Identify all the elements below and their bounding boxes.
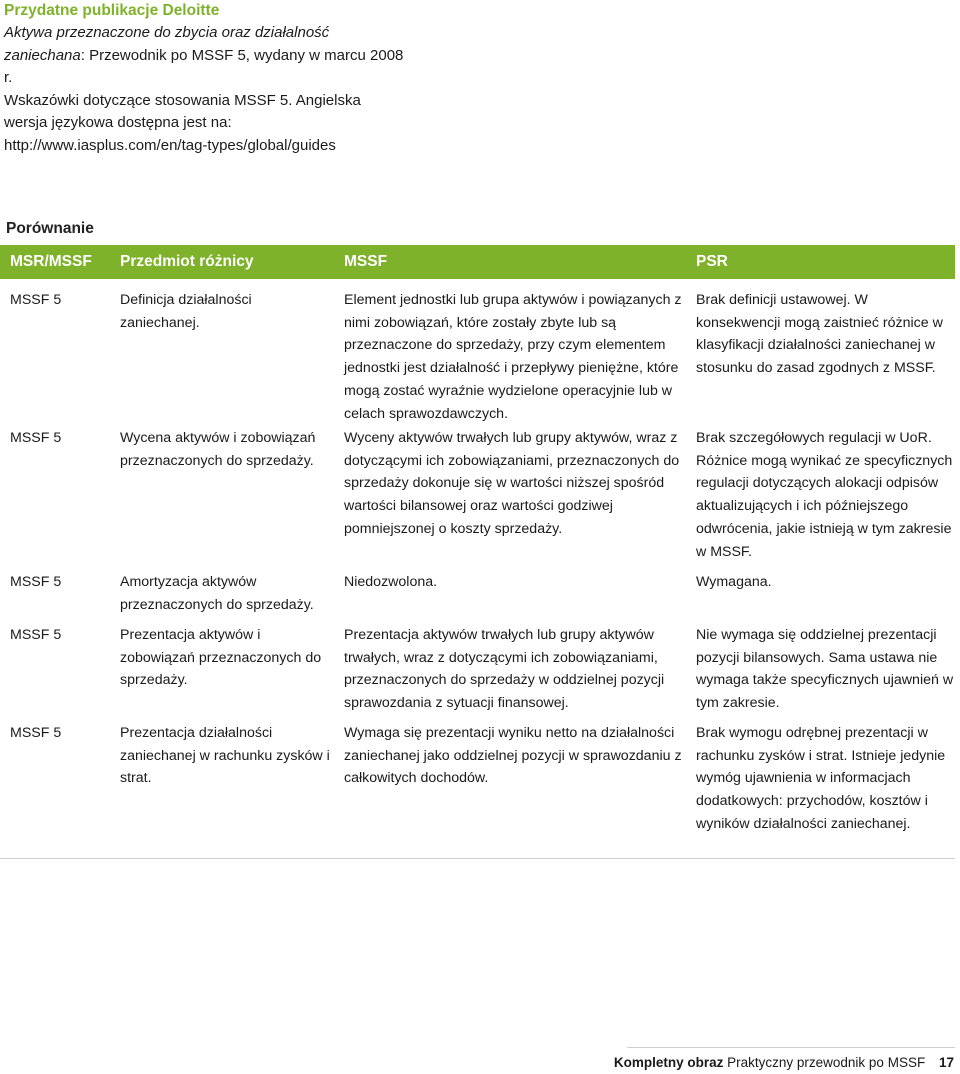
cell-subject: Amortyzacja aktywów przeznaczonych do sprzedaży.: [120, 574, 314, 613]
publication-item-2: [4, 90, 404, 158]
header-psr: PSR: [696, 253, 728, 270]
page-number: 17: [938, 1055, 954, 1070]
publications-heading: Przydatne publikacje Deloitte: [4, 2, 220, 19]
publication-1-details: : Przewodnik po MSSF 5, wydany w marcu 2008 r.: [4, 46, 404, 86]
comparison-table: [0, 245, 955, 858]
cell-standard: MSSF 5: [10, 430, 62, 446]
cell-mssf: Wyceny aktywów trwałych lub grupy aktywów, wraz z dotyczącymi ich zobowiązaniami, przeznaczonych do sprzedaży dokonuje się w wartości niższej spośród wartości bilansowej oraz wartości godziwej pomniejszonej o koszty sprzedaży.: [344, 430, 680, 537]
footer-publication-title: Kompletny obraz: [613, 1055, 724, 1070]
cell-psr: Brak definicji ustawowej. W konsekwencji mogą zaistnieć różnice w klasyfikacji działalności zaniechanej w stosunku do zasad zgodnych z MSSF.: [696, 292, 943, 377]
cell-psr: Brak wymogu odrębnej prezentacji w rachunku zysków i strat. Istnieje jedynie wymóg ujawnienia w informacjach dodatkowych: przychodów, kosztów i wyników działalności zaniechanej.: [696, 725, 946, 832]
cell-subject: Definicja działalności zaniechanej.: [120, 292, 252, 331]
table-row: [0, 417, 955, 561]
table-bottom-divider: [0, 858, 955, 859]
useful-publications: [4, 0, 404, 157]
publication-2-text: Wskazówki dotyczące stosowania MSSF 5. Angielska wersja językowa dostępna jest na:: [4, 91, 361, 131]
header-mssf: MSSF: [344, 253, 388, 270]
table-header: [0, 245, 955, 279]
cell-subject: Prezentacja działalności zaniechanej w rachunku zysków i strat.: [120, 725, 330, 787]
footer-divider: [627, 1047, 955, 1048]
cell-mssf: Element jednostki lub grupa aktywów i powiązanych z nimi zobowiązań, które zostały zbyte lub są przeznaczone do sprzedaży, przy czym elementem jednostki jest działalność i przepływy pieniężne, które mogą zostać wyraźnie wydzielone operacyjnie lub w celach sprawozdawczych.: [344, 292, 682, 422]
cell-psr: Nie wymaga się oddzielnej prezentacji pozycji bilansowych. Sama ustawa nie wymaga także specyficznych ujawnień w tym zakresie.: [696, 627, 954, 712]
cell-psr: Wymagana.: [696, 574, 772, 590]
cell-standard: MSSF 5: [10, 725, 62, 741]
header-standard: MSR/MSSF: [10, 253, 92, 270]
cell-mssf: Prezentacja aktywów trwałych lub grupy aktywów trwałych, wraz z dotyczącymi ich zobowiązaniami, przeznaczonych do sprzedaży w oddzielnej pozycji sprawozdania z sytuacji finansowej.: [344, 627, 665, 712]
footer-subtitle: Praktyczny przewodnik po MSSF: [727, 1055, 926, 1070]
iasplus-guides-link[interactable]: http://www.iasplus.com/en/tag-types/global/guides: [4, 136, 336, 154]
table-row: [0, 712, 955, 858]
publication-1-title: Aktywa przeznaczone do zbycia oraz działalność zaniechana: [4, 24, 330, 64]
cell-psr: Brak szczegółowych regulacji w UoR. Różnice mogą wynikać ze specyficznych regulacji dotyczących alokacji odpisów aktualizujących i ich późniejszego odwrócenia, jakie istnieją w tym zakresie w MSSF.: [696, 430, 953, 560]
cell-standard: MSSF 5: [10, 292, 62, 308]
table-row: [0, 614, 955, 712]
table-row: [0, 279, 955, 422]
publication-item-1: [4, 22, 404, 90]
page-footer: [614, 1055, 954, 1070]
cell-mssf: Niedozwolona.: [344, 574, 438, 590]
cell-subject: Prezentacja aktywów i zobowiązań przeznaczonych do sprzedaży.: [120, 627, 322, 689]
header-subject: Przedmiot różnicy: [120, 253, 254, 270]
table-row: [0, 561, 955, 614]
comparison-title: Porównanie: [6, 220, 94, 237]
cell-subject: Wycena aktywów i zobowiązań przeznaczonych do sprzedaży.: [120, 430, 316, 469]
cell-standard: MSSF 5: [10, 574, 62, 590]
cell-mssf: Wymaga się prezentacji wyniku netto na działalności zaniechanej jako oddzielnej pozycji w sprawozdaniu z całkowitych dochodów.: [344, 725, 682, 787]
cell-standard: MSSF 5: [10, 627, 62, 643]
